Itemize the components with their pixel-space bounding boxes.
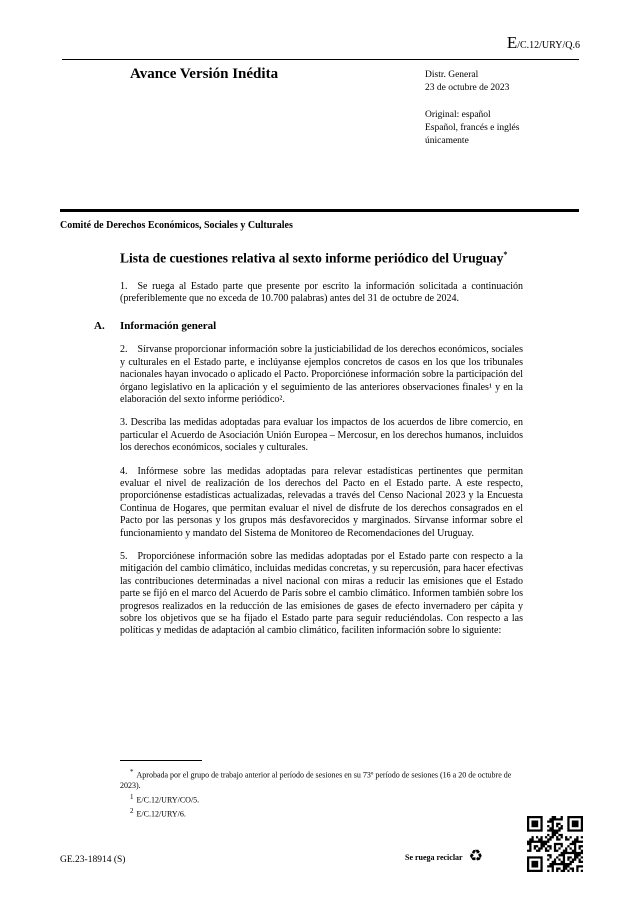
languages-line: Español, francés e inglés [425, 123, 520, 133]
date-line: 23 de octubre de 2023 [425, 83, 510, 93]
committee-name: Comité de Derechos Económicos, Sociales y Culturales [60, 220, 293, 231]
header-rule [62, 59, 579, 60]
document-body [94, 246, 523, 649]
ge-number: GE.23-18914 (S) [60, 855, 126, 865]
distr-line: Distr. General [425, 70, 479, 80]
recycle-label: Se ruega reciclar [405, 852, 463, 862]
document-title-text: Lista de cuestiones relativa al sexto informe periódico del Uruguay [120, 250, 504, 266]
footnote-2 [120, 806, 522, 820]
title-footnote-mark: * [503, 250, 508, 259]
document-title [120, 246, 523, 268]
footnote-1-text: E/C.12/URY/CO/5. [136, 795, 200, 805]
languages-line-2: únicamente [425, 136, 469, 146]
qr-code [527, 816, 583, 872]
recycle-icon: ♻ [468, 848, 483, 865]
footnote-star [120, 767, 522, 792]
masthead-divider-rule [60, 209, 579, 212]
qr-code-graphic [527, 816, 583, 872]
spacer [425, 95, 519, 109]
document-symbol [507, 33, 580, 53]
footnote-separator [120, 760, 202, 761]
advance-version-title: Avance Versión Inédita [130, 66, 279, 82]
symbol-reference: /C.12/URY/Q.6 [517, 40, 580, 51]
distribution-block [425, 69, 519, 148]
footnote-star-mark: * [130, 768, 134, 776]
section-a-heading [94, 320, 523, 332]
original-language-line: Original: español [425, 110, 491, 120]
footnote-2-mark: 2 [130, 806, 134, 815]
footnote-1 [120, 792, 522, 806]
section-a-title: Información general [120, 320, 217, 333]
section-a-label: A. [94, 320, 105, 333]
paragraph-5: 5. Proporciónese información sobre las medidas adoptadas por el Estado parte con respecto a la mitigación del cambio climático, incluidas medidas concretas, y su repercusión, para hacer efectivas las contribuciones determinadas a nivel nacional con miras a reducir las emisiones que el Estado parte se fijó en el marco del Acuerdo de París sobre el cambio climático. Informen también sobre los progresos realizados en la reducción de las emisiones de gases de efecto invernadero per cápita y sobre los objetivos que se ha fijado el Estado parte para seguir reduciéndolas. Con respecto a las políticas y medidas de adaptación al cambio climático, faciliten información sobre lo siguiente: [120, 551, 523, 637]
paragraph-1: 1. Se ruega al Estado parte que presente por escrito la información solicitada a continuación (preferiblemente que no exceda de 10.700 palabras) antes del 31 de octubre de 2024. [120, 280, 523, 304]
paragraph-4: 4. Infórmese sobre las medidas adoptadas para relevar estadísticas pertinentes que permitan evaluar el nivel de realización de los derechos del Pacto en el Estado parte. A este respecto, proporciónense estadísticas actualizadas, relevadas a través del Censo Nacional 2023 y la Encuesta Continua de Hogares, que permitan evaluar el nivel de disfrute de los derechos consagrados en el Pacto por las personas y los grupos más desfavorecidos y marginados. Sírvanse informar sobre el funcionamiento y mandato del Sistema de Monitoreo de Recomendaciones del Uruguay. [120, 465, 523, 539]
footnote-1-mark: 1 [130, 792, 134, 801]
symbol-organ-letter: E [506, 33, 518, 52]
recycle-note [405, 849, 483, 865]
footnote-2-text: E/C.12/URY/6. [136, 809, 186, 819]
paragraph-2: 2. Sírvanse proporcionar información sobre la justiciabilidad de los derechos económicos, sociales y culturales en el Estado parte, e inclúyanse ejemplos concretos de casos en los que los tribunales nacionales hayan invocado o aplicado el Pacto. Proporciónese información sobre la participación del órgano legislativo en la aplicación y el seguimiento de las anteriores observaciones finales¹ y en la elaboración del sexto informe periódico². [120, 344, 523, 405]
footnotes-block [120, 760, 522, 820]
paragraph-3: 3. Describa las medidas adoptadas para evaluar los impactos de los acuerdos de libre comercio, en particular el Acuerdo de Asociación Unión Europea – Mercosur, en los derechos humanos, incluidos los derechos económicos, sociales y culturales. [120, 417, 523, 454]
footnote-star-text: Aprobada por el grupo de trabajo anterior al período de sesiones en su 73º período de sesiones (16 a 20 de octubre de 2023). [120, 770, 512, 791]
